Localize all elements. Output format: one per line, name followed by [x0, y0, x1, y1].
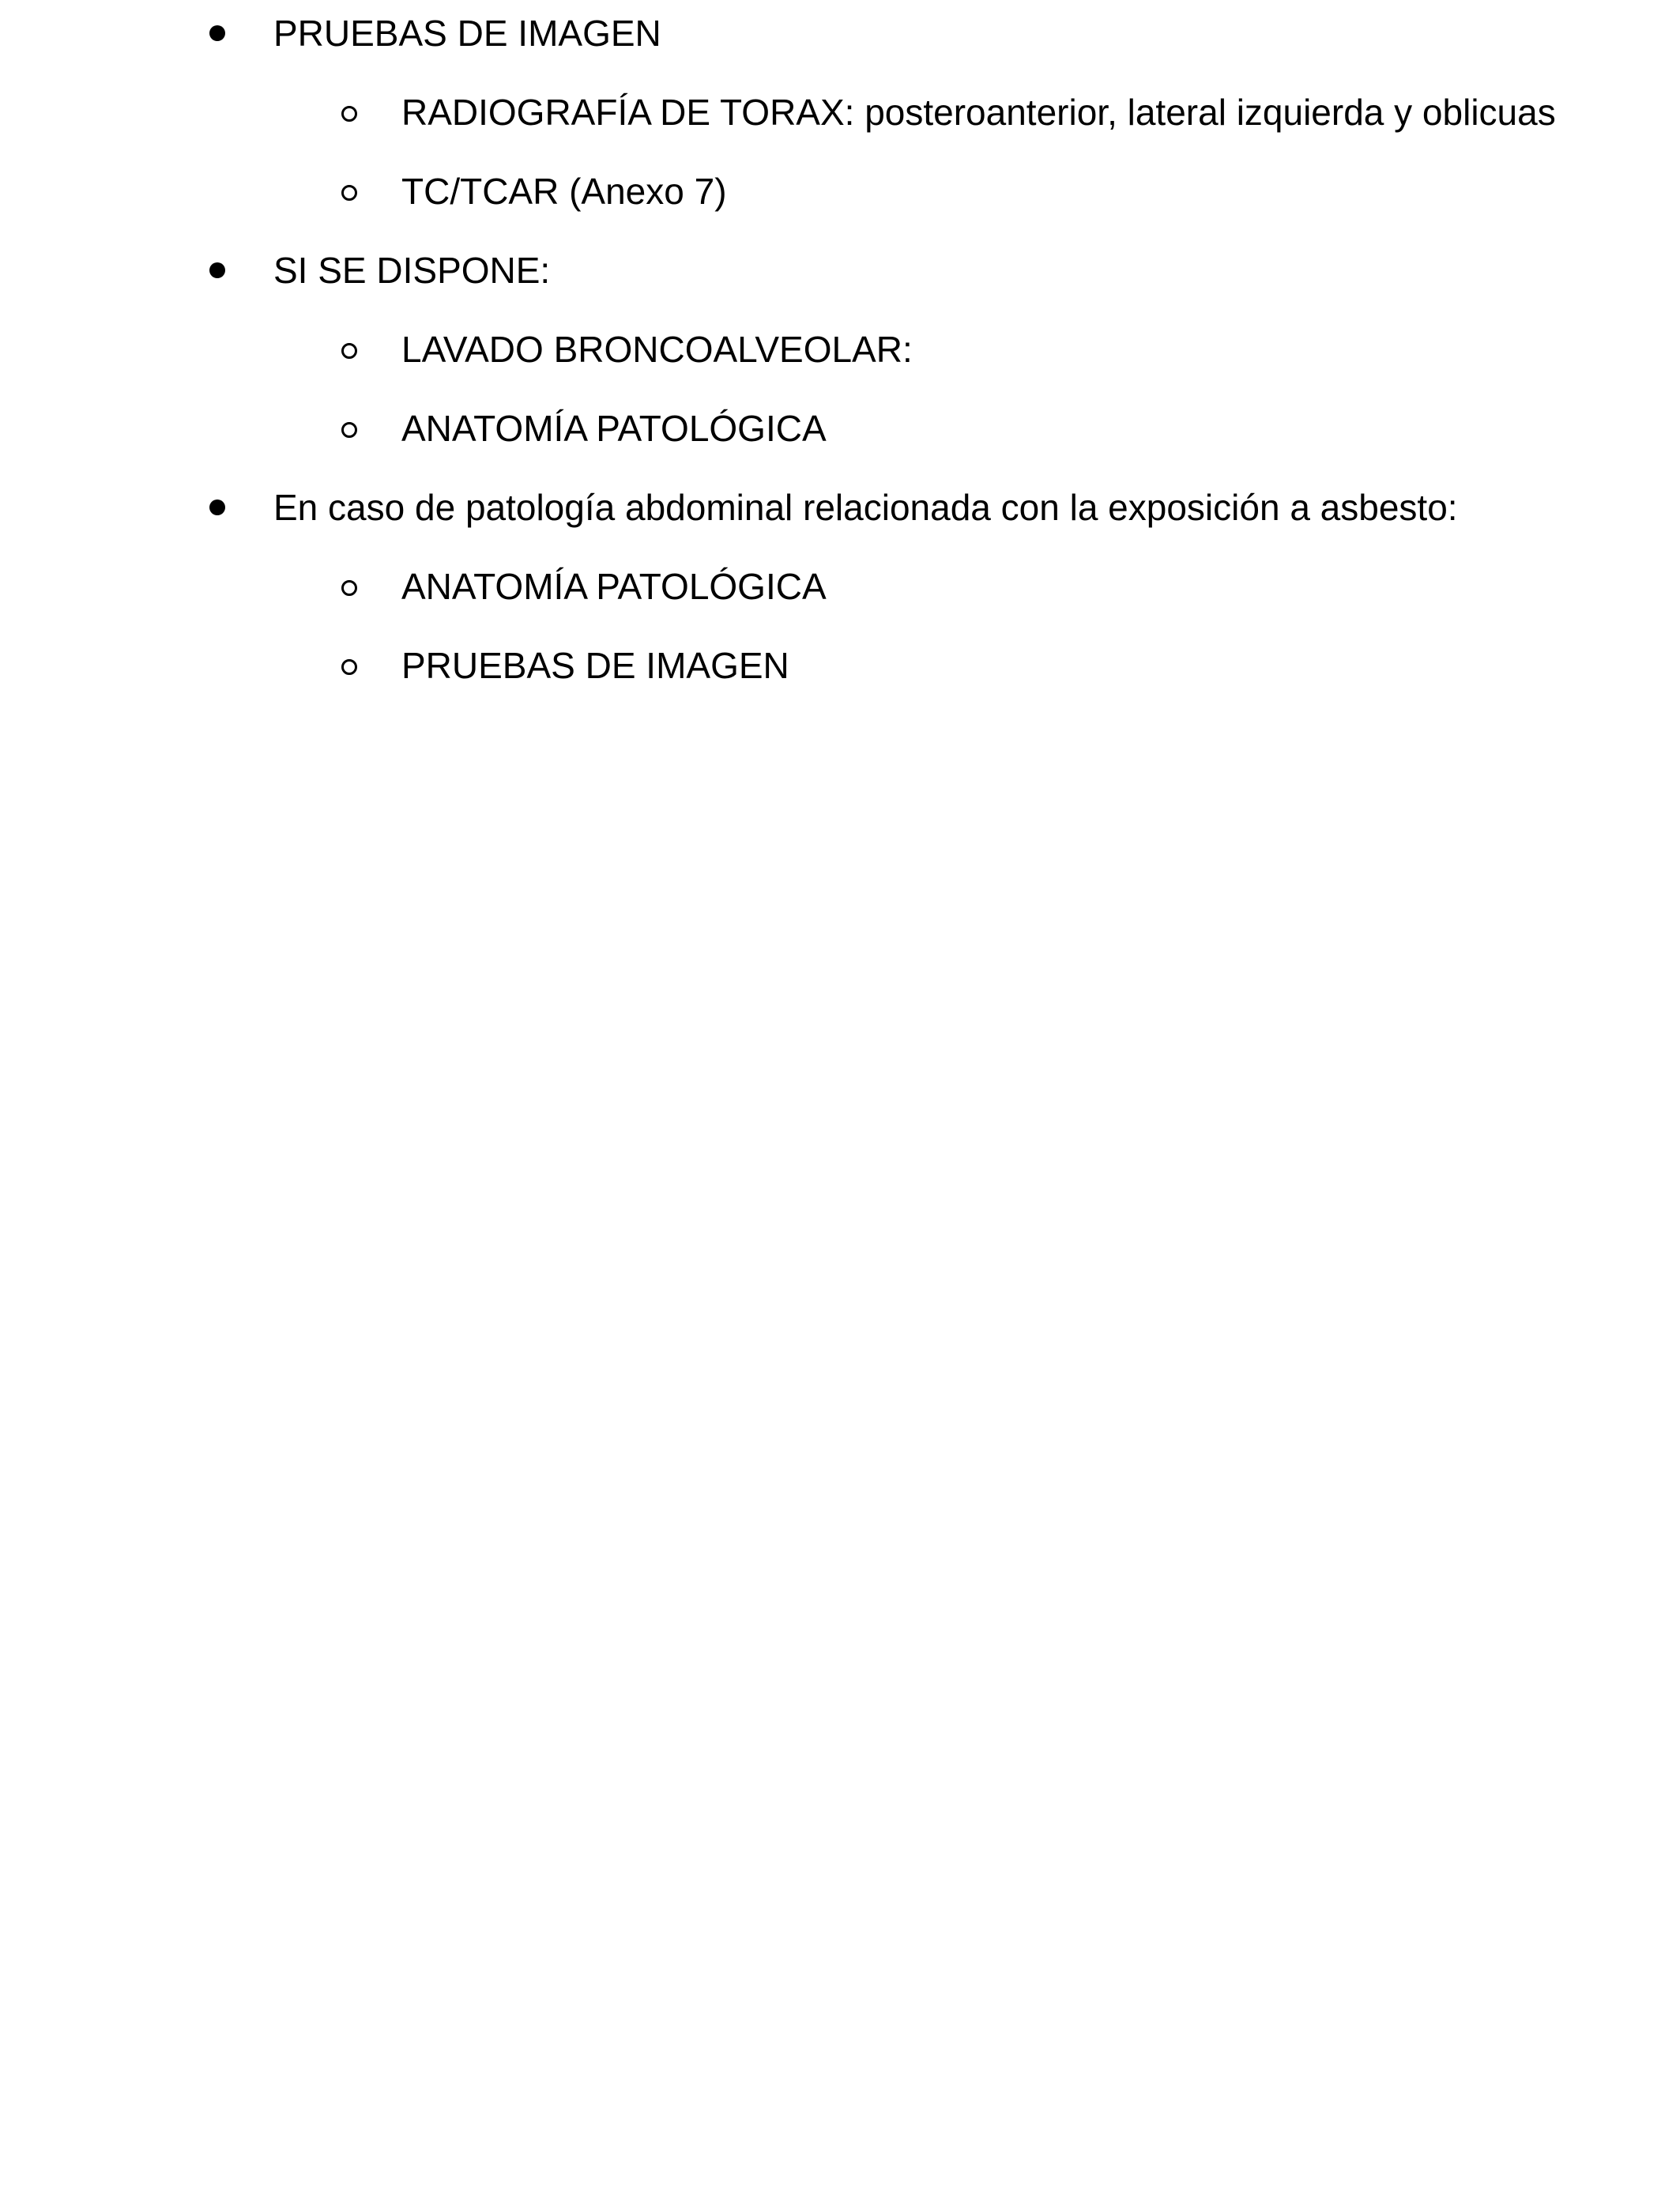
list-item-text: ANATOMÍA PATOLÓGICA — [401, 566, 827, 607]
list-item-text: PRUEBAS DE IMAGEN — [401, 645, 789, 686]
filled-bullet-icon — [209, 499, 225, 515]
list-item-text: En caso de patología abdominal relacionada con la exposición a asbesto: — [273, 487, 1458, 528]
hollow-bullet-icon — [341, 343, 357, 359]
filled-bullet-icon — [209, 262, 225, 278]
filled-bullet-icon — [209, 25, 225, 41]
hollow-bullet-icon — [341, 659, 357, 675]
list-item-text: LAVADO BRONCOALVEOLAR: — [401, 329, 913, 370]
list-item-text: PRUEBAS DE IMAGEN — [273, 13, 661, 54]
list-item-text: RADIOGRAFÍA DE TORAX: posteroanterior, lateral izquierda y oblicuas — [401, 92, 1556, 133]
hollow-bullet-icon — [341, 422, 357, 438]
hollow-bullet-icon — [341, 580, 357, 596]
list-item-text: TC/TCAR (Anexo 7) — [401, 171, 727, 212]
hollow-bullet-icon — [341, 185, 357, 201]
list-item-text: SI SE DISPONE: — [273, 250, 551, 291]
hollow-bullet-icon — [341, 106, 357, 122]
list-item-text: ANATOMÍA PATOLÓGICA — [401, 408, 827, 449]
